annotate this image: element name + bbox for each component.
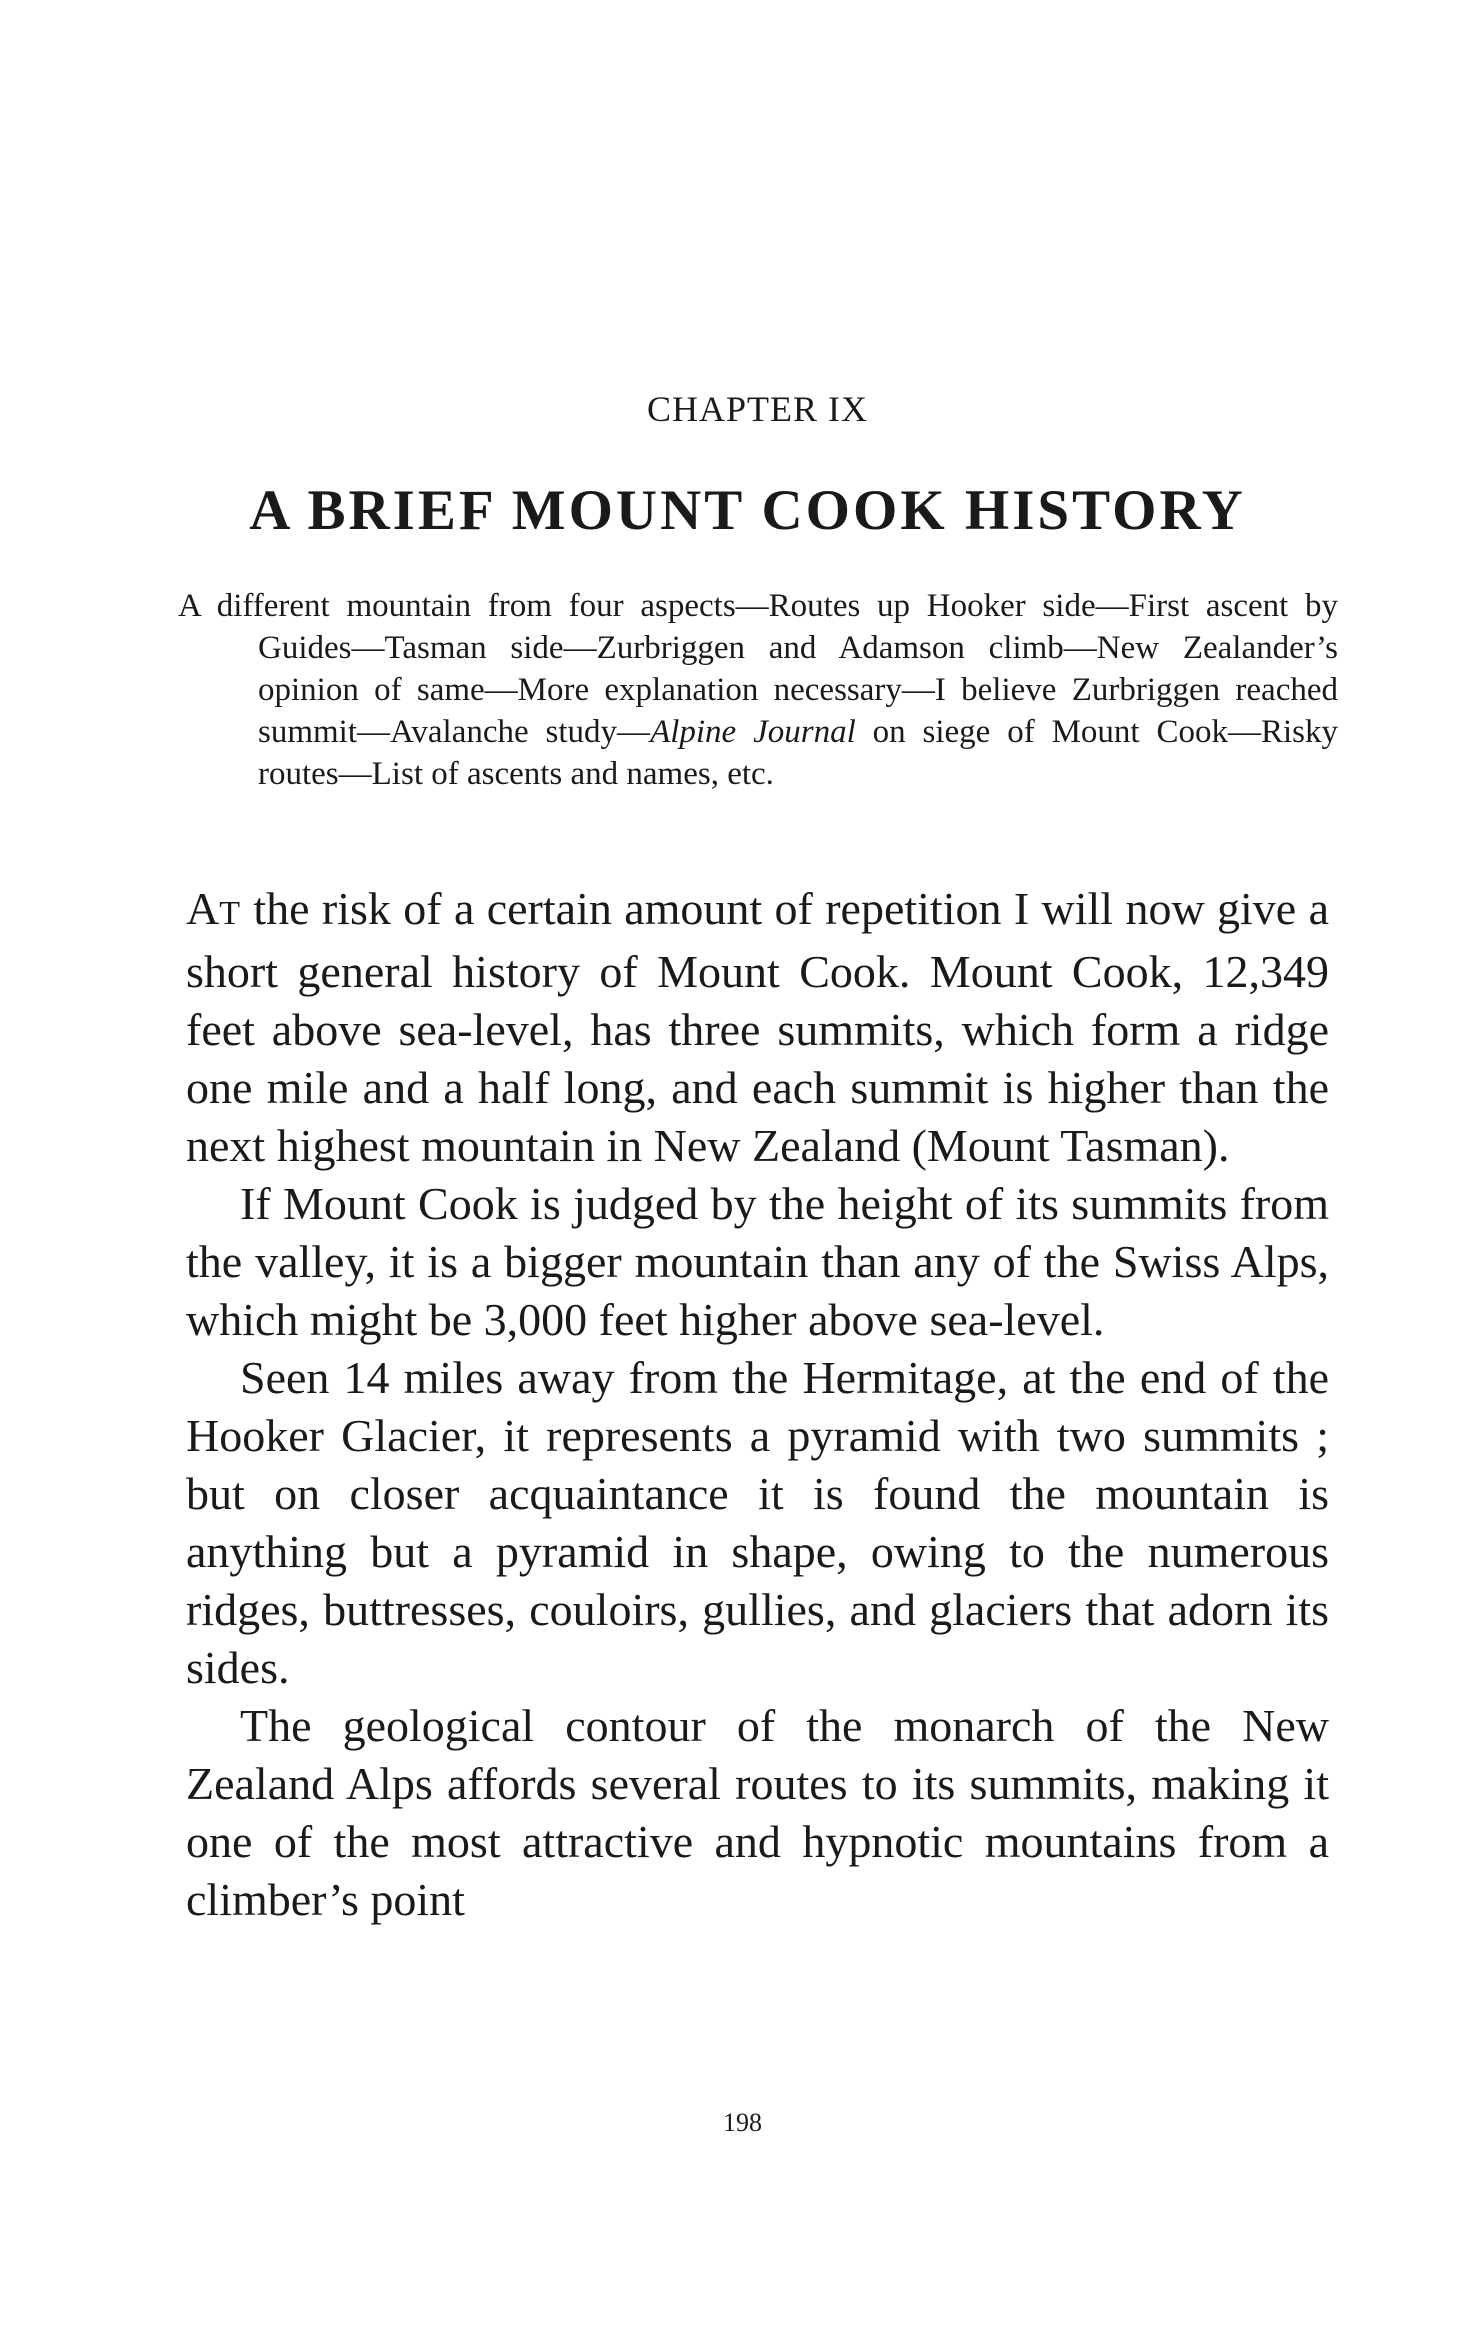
synopsis-text-after: on siege of Mount Cook—Risky routes—List of ascents and names, etc. [258, 714, 1338, 792]
page-number: 198 [723, 2108, 762, 2137]
synopsis-text-before: A different mountain from four aspects—Routes up Hooker side—First ascent by Guides—Tasman side—Zurbriggen and Adamson climb—New Zealander’s opinion of same—More explanation necessary—I believe Zurbriggen reached summit—Avalanche study— [178, 588, 1338, 750]
paragraph-4: The geological contour of the monarch of the New Zealand Alps affords several routes to its summits, making it one of the most attractive and hypnotic mountains from a climber’s point [186, 1700, 1329, 1925]
paragraph-1-initial-rest: T [219, 895, 242, 932]
paragraph-1-text: the risk of a certain amount of repetition I will now give a short general history of Mount Cook. Mount Cook, 12,349 feet above sea-level, has three summits, which form a ridge one mile and a half long, and each summit is higher than the next highest mountain in New Zealand (Mount Tasman). [186, 883, 1329, 1171]
paragraph-1 [186, 880, 1329, 1175]
synopsis-journal-title: Alpine Journal [650, 714, 856, 750]
paragraph-3: Seen 14 miles away from the Hermitage, at the end of the Hooker Glacier, it represents a pyramid with two summits ; but on closer acquaintance it is found the mountain is anything but a pyramid in shape, owing to the numerous ridges, buttresses, couloirs, gullies, and glaciers that adorn its sides. [186, 1352, 1329, 1693]
paragraph-2: If Mount Cook is judged by the height of its summits from the valley, it is a bigger mountain than any of the Swiss Alps, which might be 3,000 feet higher above sea-level. [186, 1178, 1329, 1345]
chapter-synopsis [178, 585, 1338, 795]
body-text [186, 880, 1329, 1929]
chapter-label: CHAPTER IX [646, 389, 868, 429]
paragraph-1-initial: A [186, 883, 220, 934]
chapter-title: A BRIEF MOUNT COOK HISTORY [249, 479, 1246, 542]
